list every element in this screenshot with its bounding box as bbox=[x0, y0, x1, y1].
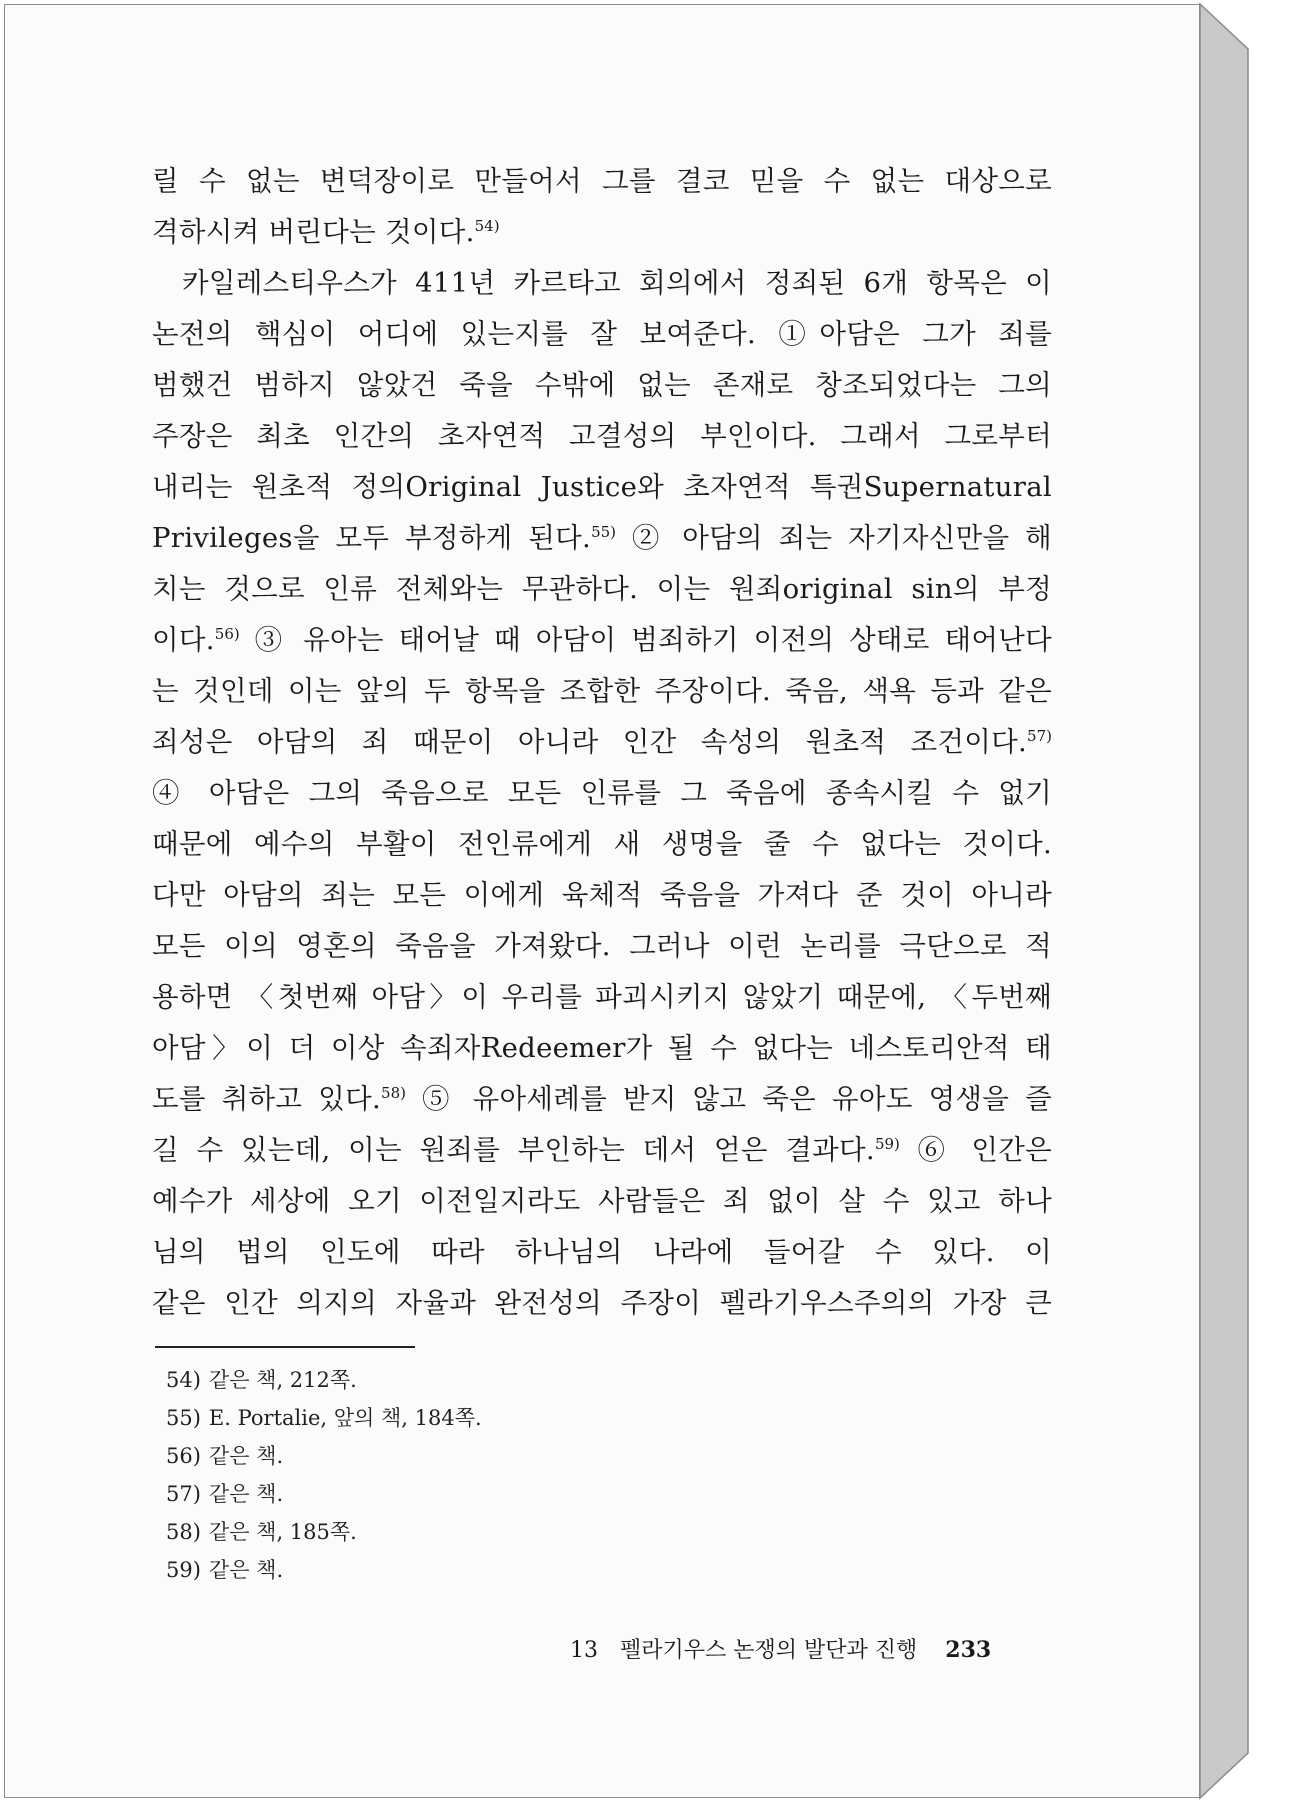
footnote-number: 58) bbox=[166, 1520, 201, 1544]
text-line: 는 것인데 이는 앞의 두 항목을 조합한 주장이다. 죽음, 색욕 등과 같은 bbox=[152, 675, 1052, 707]
running-footer bbox=[570, 1630, 1040, 1671]
text-line: 범했건 범하지 않았건 죽을 수밖에 없는 존재로 창조되었다는 그의 bbox=[152, 369, 1052, 401]
page-number: 233 bbox=[945, 1637, 992, 1663]
text-line: 도를 취하고 있다.$^{58)}$ ⑤ 유아세례를 받지 않고 죽은 유아도 영생을 즐 bbox=[152, 1083, 1052, 1115]
text-line: 용하면 〈첫번째 아담〉이 우리를 파괴시키지 않았기 때문에, 〈두번째 bbox=[152, 981, 1052, 1013]
footnote-ref-56: 56) bbox=[214, 624, 240, 643]
footnote bbox=[166, 1361, 866, 1399]
text-line: 논전의 핵심이 어디에 있는지를 잘 보여준다. ①아담은 그가 죄를 bbox=[152, 318, 1052, 350]
body-text bbox=[152, 156, 1052, 1329]
footnote bbox=[166, 1399, 866, 1437]
text-line: Privileges을 모두 부정하게 된다.$^{55)}$ ② 아담의 죄는 자기자신만을 해 bbox=[152, 522, 1052, 554]
footnote bbox=[166, 1475, 866, 1513]
text-line: ④ 아담은 그의 죽음으로 모든 인류를 그 죽음에 종속시킬 수 없기 bbox=[152, 777, 1052, 809]
text-line: 카일레스티우스가 411년 카르타고 회의에서 정죄된 6개 항목은 이 bbox=[182, 267, 1052, 299]
footnote-ref-58: 58) bbox=[381, 1083, 406, 1102]
footnote-number: 57) bbox=[166, 1482, 201, 1506]
footnote-ref-54: 54) bbox=[474, 216, 500, 235]
footnote-text: 같은 책, 185쪽. bbox=[208, 1520, 357, 1544]
footnote-text: 같은 책, 212쪽. bbox=[208, 1368, 357, 1392]
text-line: 님의 법의 인도에 따라 하나님의 나라에 들어갈 수 있다. 이 bbox=[152, 1236, 1052, 1268]
text-line: 예수가 세상에 오기 이전일지라도 사람들은 죄 없이 살 수 있고 하나 bbox=[152, 1185, 1052, 1217]
footnote-separator bbox=[155, 1346, 415, 1348]
chapter-number: 13 bbox=[570, 1638, 598, 1663]
text-line: 치는 것으로 인류 전체와는 무관하다. 이는 원죄original sin의 부정 bbox=[152, 573, 1052, 605]
footnote bbox=[166, 1551, 866, 1589]
footnote-ref-55: 55) bbox=[591, 522, 617, 541]
chapter-title: 펠라기우스 논쟁의 발단과 진행 bbox=[620, 1638, 918, 1663]
footnote bbox=[166, 1513, 866, 1551]
footnote-text: 같은 책. bbox=[208, 1444, 284, 1468]
text-line: 격하시켜 버린다는 것이다.$^{54)}$ bbox=[152, 216, 500, 248]
footnotes bbox=[166, 1361, 866, 1589]
page-thickness-edge bbox=[1200, 4, 1250, 1798]
footnote-number: 55) bbox=[166, 1406, 201, 1430]
footnote-text: 같은 책. bbox=[208, 1482, 284, 1506]
text-line: 길 수 있는데, 이는 원죄를 부인하는 데서 얻은 결과다.$^{59)}$ ⑥ 인간은 bbox=[152, 1134, 1053, 1166]
text-line: 때문에 예수의 부활이 전인류에게 새 생명을 줄 수 없다는 것이다. bbox=[152, 828, 1052, 860]
footnote-number: 54) bbox=[166, 1368, 201, 1392]
footnote-ref-59: 59) bbox=[874, 1134, 900, 1153]
footnote-ref-57: 57) bbox=[1027, 726, 1052, 745]
text-line: 주장은 최초 인간의 초자연적 고결성의 부인이다. 그래서 그로부터 bbox=[152, 420, 1052, 452]
text-line: 이다.$^{56)}$ ③ 유아는 태어날 때 아담이 범죄하기 이전의 상태로 태어난다 bbox=[152, 624, 1052, 656]
text-line: 아담〉이 더 이상 속죄자Redeemer가 될 수 없다는 네스토리안적 태 bbox=[152, 1032, 1052, 1064]
footnote-number: 56) bbox=[166, 1444, 201, 1468]
footnote-text: 같은 책. bbox=[208, 1558, 284, 1582]
text-line: 같은 인간 의지의 자율과 완전성의 주장이 펠라기우스주의의 가장 큰 bbox=[152, 1287, 1052, 1319]
text-line: 죄성은 아담의 죄 때문이 아니라 인간 속성의 원초적 조건이다.$^{57)}$ bbox=[152, 726, 1052, 758]
footnote-text: E. Portalie, 앞의 책, 184쪽. bbox=[208, 1406, 482, 1430]
text-line: 릴 수 없는 변덕장이로 만들어서 그를 결코 믿을 수 없는 대상으로 bbox=[152, 165, 1052, 197]
footnote bbox=[166, 1437, 866, 1475]
text-line: 다만 아담의 죄는 모든 이에게 육체적 죽음을 가져다 준 것이 아니라 bbox=[152, 879, 1052, 911]
text-line: 모든 이의 영혼의 죽음을 가져왔다. 그러나 이런 논리를 극단으로 적 bbox=[152, 930, 1052, 962]
text-line: 내리는 원초적 정의Original Justice와 초자연적 특권Supernatural bbox=[152, 471, 1052, 503]
footnote-number: 59) bbox=[166, 1558, 201, 1582]
